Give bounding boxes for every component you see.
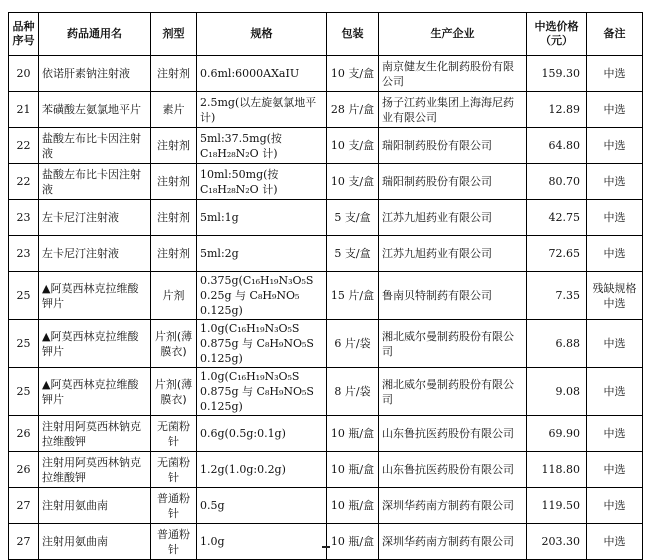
cell-name: 注射用阿莫西林钠克拉维酸钾 (39, 416, 151, 452)
cell-idx: 26 (9, 452, 39, 488)
cell-price: 80.70 (527, 164, 587, 200)
cell-spec: 1.0g(C₁₆H₁₉N₃O₅S 0.875g 与 C₈H₉NO₅S 0.125g) (197, 320, 327, 368)
cell-idx: 25 (9, 368, 39, 416)
cell-name: 苯磺酸左氨氯地平片 (39, 92, 151, 128)
cell-spec: 1.2g(1.0g:0.2g) (197, 452, 327, 488)
cell-note: 中选 (587, 368, 643, 416)
cell-pack: 15 片/盒 (327, 272, 379, 320)
cell-form: 无菌粉针 (151, 452, 197, 488)
table-row (9, 416, 643, 452)
cell-form: 注射剂 (151, 56, 197, 92)
cell-maker: 扬子江药业集团上海海尼药业有限公司 (379, 92, 527, 128)
table-row (9, 92, 643, 128)
cell-price: 42.75 (527, 200, 587, 236)
cell-pack: 10 瓶/盒 (327, 452, 379, 488)
cell-idx: 26 (9, 416, 39, 452)
cell-spec: 5ml:1g (197, 200, 327, 236)
cell-price: 6.88 (527, 320, 587, 368)
cell-maker: 鲁南贝特制药有限公司 (379, 272, 527, 320)
cell-name: 注射用氨曲南 (39, 488, 151, 524)
cell-maker: 山东鲁抗医药股份有限公司 (379, 452, 527, 488)
cell-price: 12.89 (527, 92, 587, 128)
cell-price: 9.08 (527, 368, 587, 416)
header-note: 备注 (587, 13, 643, 56)
cell-name: 左卡尼汀注射液 (39, 200, 151, 236)
cell-note: 中选 (587, 416, 643, 452)
cell-idx: 25 (9, 272, 39, 320)
cell-idx: 22 (9, 164, 39, 200)
cell-name: ▲阿莫西林克拉维酸钾片 (39, 272, 151, 320)
cell-price: 69.90 (527, 416, 587, 452)
cell-form: 片剂(薄膜衣) (151, 368, 197, 416)
cell-pack: 28 片/盒 (327, 92, 379, 128)
cell-spec: 1.0g (197, 524, 327, 560)
cell-form: 注射剂 (151, 200, 197, 236)
cell-idx: 23 (9, 236, 39, 272)
cell-price: 7.35 (527, 272, 587, 320)
cell-name: 注射用氨曲南 (39, 524, 151, 560)
table-row (9, 128, 643, 164)
header-spec: 规格 (197, 13, 327, 56)
cell-maker: 深圳华药南方制药有限公司 (379, 524, 527, 560)
drug-price-table (8, 12, 643, 560)
cell-note: 中选 (587, 524, 643, 560)
cell-spec: 10ml:50mg(按 C₁₈H₂₈N₂O 计) (197, 164, 327, 200)
cell-idx: 20 (9, 56, 39, 92)
cell-pack: 10 瓶/盒 (327, 416, 379, 452)
cell-name: ▲阿莫西林克拉维酸钾片 (39, 320, 151, 368)
table-row (9, 272, 643, 320)
cell-spec: 2.5mg(以左旋氨氯地平计) (197, 92, 327, 128)
cell-name: 注射用阿莫西林钠克拉维酸钾 (39, 452, 151, 488)
table-body (9, 56, 643, 560)
table-row (9, 56, 643, 92)
cell-spec: 0.375g(C₁₆H₁₉N₃O₅S 0.25g 与 C₈H₉NO₅ 0.125g) (197, 272, 327, 320)
table-row (9, 452, 643, 488)
header-form: 剂型 (151, 13, 197, 56)
cell-pack: 5 支/盒 (327, 200, 379, 236)
cell-name: 盐酸左布比卡因注射液 (39, 164, 151, 200)
cell-price: 203.30 (527, 524, 587, 560)
cell-price: 72.65 (527, 236, 587, 272)
cell-idx: 22 (9, 128, 39, 164)
cell-note: 中选 (587, 452, 643, 488)
cell-idx: 27 (9, 524, 39, 560)
cell-pack: 10 支/盒 (327, 56, 379, 92)
table-row (9, 368, 643, 416)
cell-pack: 10 支/盒 (327, 164, 379, 200)
cell-name: 左卡尼汀注射液 (39, 236, 151, 272)
cell-pack: 5 支/盒 (327, 236, 379, 272)
cell-note: 中选 (587, 200, 643, 236)
cell-idx: 27 (9, 488, 39, 524)
cell-maker: 湘北威尔曼制药股份有限公司 (379, 320, 527, 368)
cell-maker: 南京健友生化制药股份有限公司 (379, 56, 527, 92)
cell-form: 无菌粉针 (151, 416, 197, 452)
cell-note: 中选 (587, 320, 643, 368)
table-row (9, 236, 643, 272)
cell-price: 159.30 (527, 56, 587, 92)
cell-pack: 8 片/袋 (327, 368, 379, 416)
cell-note: 中选 (587, 92, 643, 128)
header-pack: 包装 (327, 13, 379, 56)
page-edge-mark (322, 546, 330, 548)
cell-maker: 深圳华药南方制药有限公司 (379, 488, 527, 524)
cell-note: 中选 (587, 56, 643, 92)
header-name: 药品通用名 (39, 13, 151, 56)
cell-spec: 0.6ml:6000AXaIU (197, 56, 327, 92)
table-header-row (9, 13, 643, 56)
cell-spec: 5ml:2g (197, 236, 327, 272)
table-row (9, 164, 643, 200)
cell-maker: 瑞阳制药股份有限公司 (379, 164, 527, 200)
cell-maker: 湘北威尔曼制药股份有限公司 (379, 368, 527, 416)
cell-form: 注射剂 (151, 236, 197, 272)
cell-price: 118.80 (527, 452, 587, 488)
cell-form: 注射剂 (151, 164, 197, 200)
cell-maker: 瑞阳制药股份有限公司 (379, 128, 527, 164)
cell-maker: 山东鲁抗医药股份有限公司 (379, 416, 527, 452)
cell-spec: 0.5g (197, 488, 327, 524)
cell-note: 中选 (587, 488, 643, 524)
cell-spec: 0.6g(0.5g:0.1g) (197, 416, 327, 452)
cell-spec: 1.0g(C₁₆H₁₉N₃O₅S 0.875g 与 C₈H₉NO₅S 0.125g) (197, 368, 327, 416)
cell-maker: 江苏九旭药业有限公司 (379, 200, 527, 236)
header-price: 中选价格（元） (527, 13, 587, 56)
cell-price: 119.50 (527, 488, 587, 524)
cell-spec: 5ml:37.5mg(按 C₁₈H₂₈N₂O 计) (197, 128, 327, 164)
table-row (9, 488, 643, 524)
cell-idx: 25 (9, 320, 39, 368)
cell-form: 片剂 (151, 272, 197, 320)
cell-pack: 10 瓶/盒 (327, 488, 379, 524)
cell-form: 普通粉针 (151, 524, 197, 560)
cell-idx: 21 (9, 92, 39, 128)
table-row (9, 524, 643, 560)
cell-form: 普通粉针 (151, 488, 197, 524)
cell-name: ▲阿莫西林克拉维酸钾片 (39, 368, 151, 416)
header-maker: 生产企业 (379, 13, 527, 56)
cell-form: 注射剂 (151, 128, 197, 164)
cell-note: 中选 (587, 128, 643, 164)
cell-maker: 江苏九旭药业有限公司 (379, 236, 527, 272)
cell-idx: 23 (9, 200, 39, 236)
table-row (9, 200, 643, 236)
cell-note: 中选 (587, 236, 643, 272)
cell-price: 64.80 (527, 128, 587, 164)
cell-name: 盐酸左布比卡因注射液 (39, 128, 151, 164)
table-row (9, 320, 643, 368)
header-idx: 品种序号 (9, 13, 39, 56)
cell-pack: 6 片/袋 (327, 320, 379, 368)
cell-form: 素片 (151, 92, 197, 128)
cell-pack: 10 瓶/盒 (327, 524, 379, 560)
cell-name: 依诺肝素钠注射液 (39, 56, 151, 92)
cell-note: 残缺规格中选 (587, 272, 643, 320)
cell-note: 中选 (587, 164, 643, 200)
cell-form: 片剂(薄膜衣) (151, 320, 197, 368)
cell-pack: 10 支/盒 (327, 128, 379, 164)
